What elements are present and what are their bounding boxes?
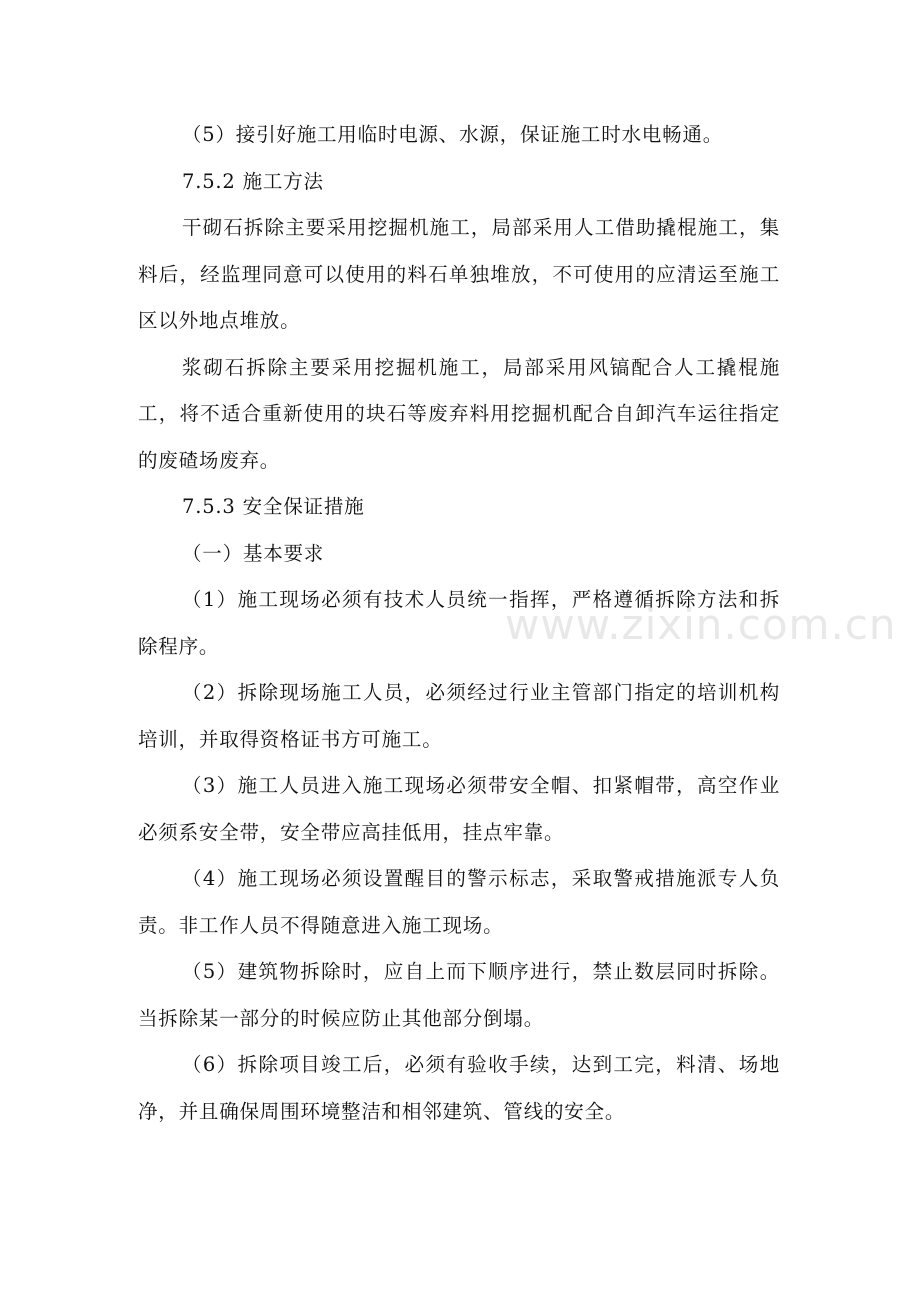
section-heading-safety-measures: 7.5.3 安全保证措施 [182,495,365,518]
paragraph-mortar-masonry-removal: 浆砌石拆除主要采用挖掘机施工，局部采用风镐配合人工撬棍施工，将不适合重新使用的块石等废弃料用挖掘机配合自卸汽车运往指定的废碴场废弃。 [138,355,780,472]
paragraph-requirement-3: （3）施工人员进入施工现场必须带安全帽、扣紧帽带，高空作业必须系安全带，安全带应高挂低用，挂点牢靠。 [138,774,780,844]
paragraph-requirement-1: （1）施工现场必须有技术人员统一指挥，严格遵循拆除方法和拆除程序。 [138,588,780,658]
watermark: www.zixin.com.cn [505,600,897,649]
subheading-basic-requirements: （一）基本要求 [182,541,325,565]
paragraph-requirement-2: （2）拆除现场施工人员，必须经过行业主管部门指定的培训机构培训，并取得资格证书方可施工。 [138,681,780,751]
document-body [138,112,780,1135]
paragraph-requirement-4: （4）施工现场必须设置醒目的警示标志，采取警戒措施派专人负责。非工作人员不得随意进入施工现场。 [138,867,780,937]
paragraph-requirement-5: （5）建筑物拆除时，应自上而下顺序进行，禁止数层同时拆除。当拆除某一部分的时候应防止其他部分倒塌。 [138,960,780,1030]
paragraph-dry-masonry-removal: 干砌石拆除主要采用挖掘机施工，局部采用人工借助撬棍施工，集料后，经监理同意可以使用的料石单独堆放，不可使用的应清运至施工区以外地点堆放。 [138,216,780,332]
section-heading-construction-method: 7.5.2 施工方法 [182,169,324,193]
paragraph-requirement-6: （6）拆除项目竣工后，必须有验收手续，达到工完，料清、场地净，并且确保周围环境整洁和相邻建筑、管线的安全。 [138,1053,780,1123]
paragraph-item-5-power-water: （5）接引好施工用临时电源、水源，保证施工时水电畅通。 [182,123,724,146]
